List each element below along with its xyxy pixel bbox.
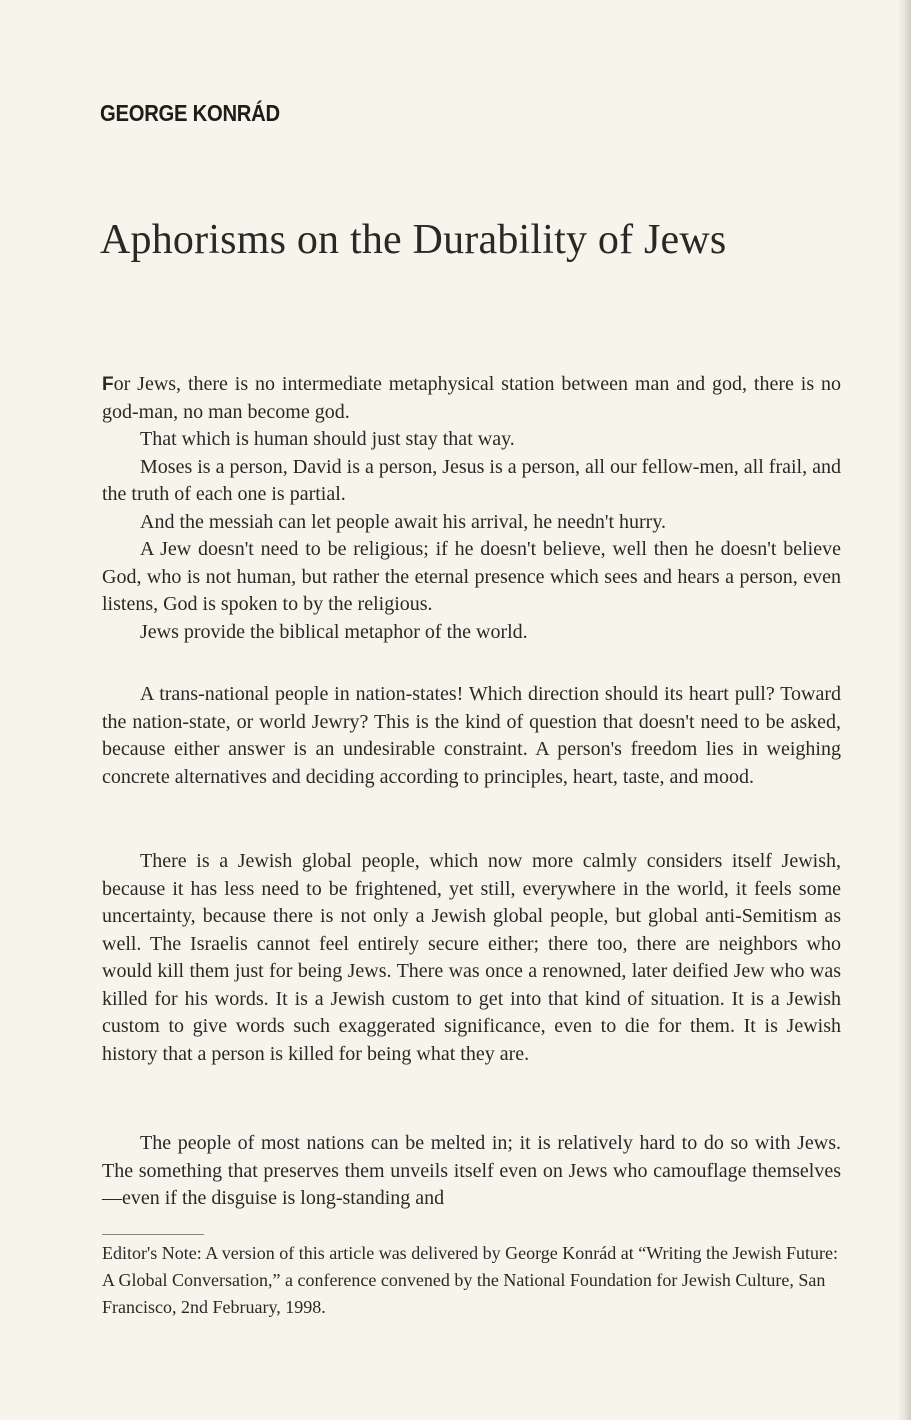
paragraph: Jews provide the biblical metaphor of the world. [140, 620, 528, 643]
paragraph-text: or Jews, there is no intermediate metaphysical station between man and god, there is no god-man, no man become god. [102, 373, 841, 423]
footnote-divider [102, 1234, 204, 1235]
paragraph: Moses is a person, David is a person, Jesus is a person, all our fellow-men, all frail, and the truth of each one is partial. [102, 455, 841, 505]
paragraph: That which is human should just stay that way. [140, 428, 515, 450]
author-name: GEORGE KONRÁD [100, 100, 280, 126]
paragraph [102, 371, 841, 426]
footnote-text: Editor's Note: A version of this article was delivered by George Konrád at “Writing the Jewish Future: A Global Conversation,” a conference convened by the National Foundation for Jewish Culture, San Francisco, 2nd February, 1998. [102, 1243, 839, 1317]
section-4 [102, 1130, 841, 1213]
paragraph: A Jew doesn't need to be religious; if he doesn't believe, well then he doesn't believe God, who is not human, but rather the eternal presence which sees and hears a person, even listens, God is spoken to by the religious. [102, 538, 841, 615]
section-2 [102, 681, 841, 791]
editors-note [102, 1240, 841, 1321]
article-title: Aphorisms on the Durability of Jews [100, 217, 727, 263]
page-gutter-shadow [897, 0, 911, 1420]
paragraph: A trans-national people in nation-states! Which direction should its heart pull? Toward the nation-state, or world Jewry? This is the kind of question that doesn't need to be asked, because either answer is an undesirable constraint. A person's freedom lies in weighing concrete alternatives and deciding according to principles, heart, taste, and mood. [102, 683, 841, 788]
paragraph: The people of most nations can be melted in; it is relatively hard to do so with Jews. The something that preserves them unveils itself even on Jews who camouflage themselves—even if the disguise is long-standing and [102, 1132, 841, 1209]
section-3 [102, 848, 841, 1068]
section-1 [102, 371, 841, 646]
paragraph: There is a Jewish global people, which now more calmly considers itself Jewish, because it has less need to be frightened, yet still, everywhere in the world, it feels some uncertainty, because there is not only a Jewish global people, but global anti-Semitism as well. The Israelis cannot feel entirely secure either; there too, there are neighbors who would kill them just for being Jews. There was once a renowned, later deified Jew who was killed for his words. It is a Jewish custom to get into that kind of situation. It is a Jewish custom to give words such exaggerated significance, even to die for them. It is Jewish history that a person is killed for being what they are. [102, 850, 841, 1065]
drop-cap: F [102, 374, 114, 395]
paragraph: And the messiah can let people await his arrival, he needn't hurry. [140, 510, 667, 533]
